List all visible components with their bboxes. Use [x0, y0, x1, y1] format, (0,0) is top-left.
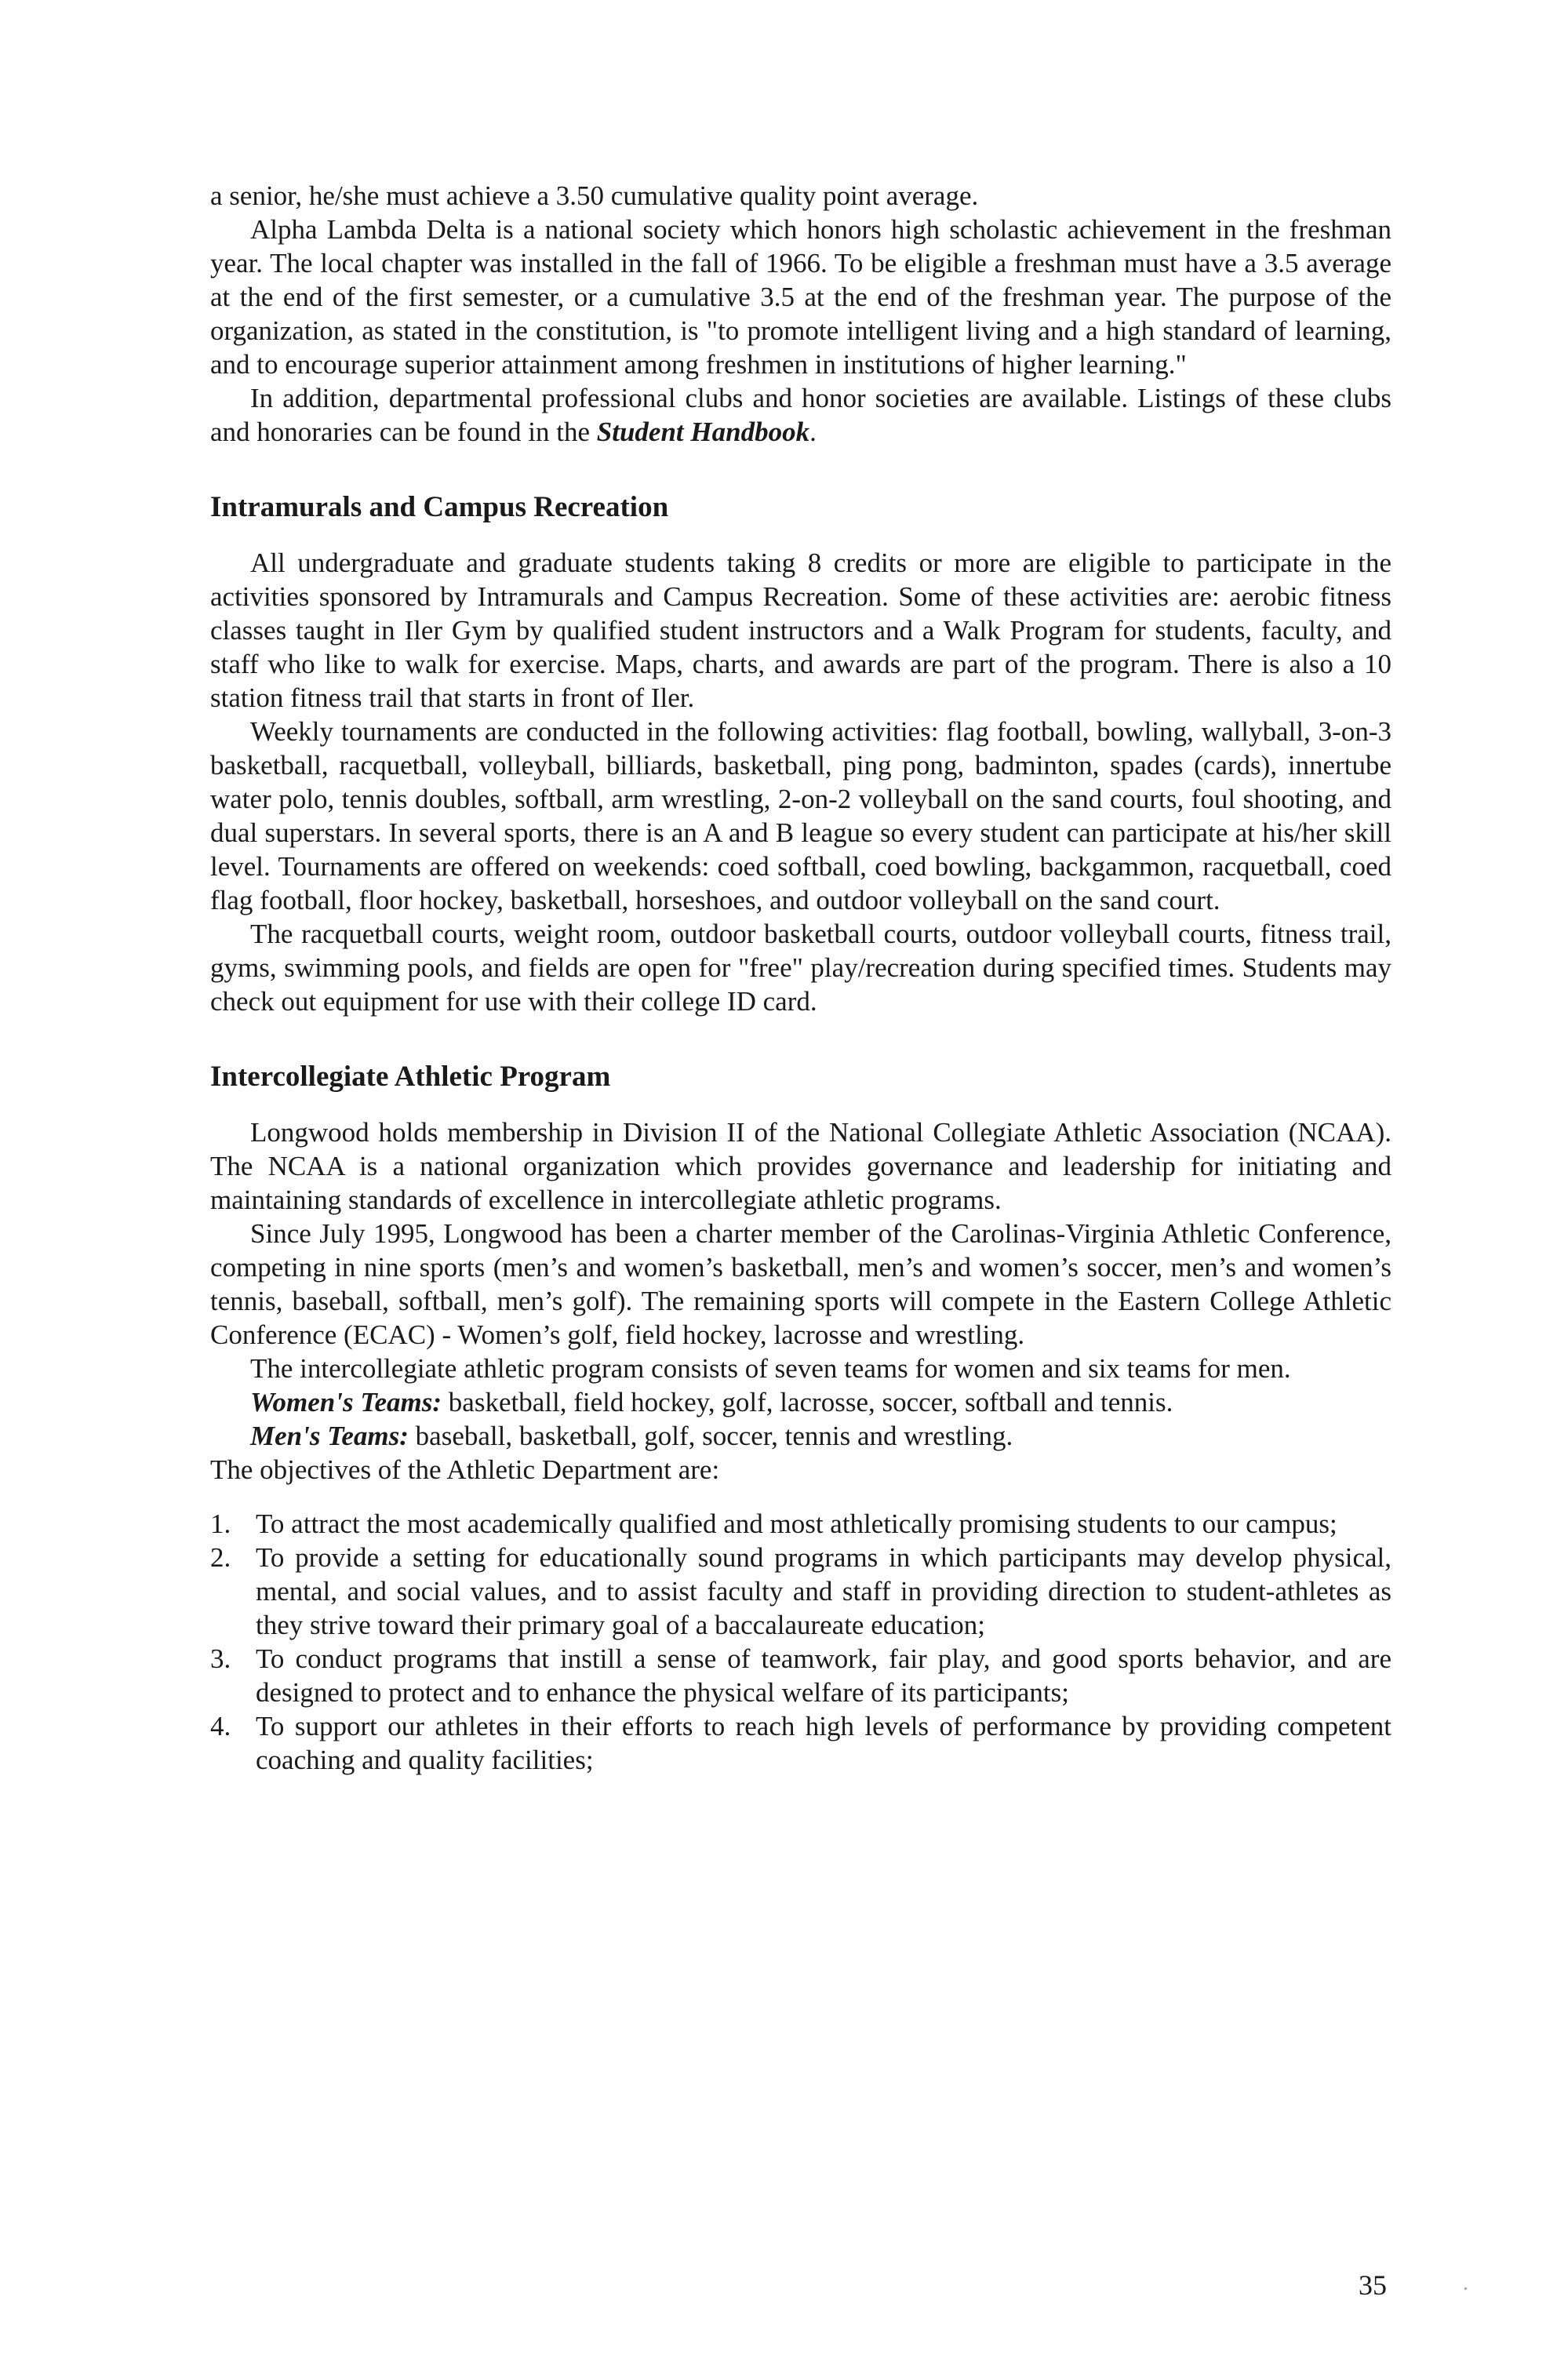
student-handbook-reference: Student Handbook — [596, 417, 810, 447]
document-page — [210, 179, 1391, 1777]
objectives-list — [210, 1507, 1391, 1777]
objectives-intro: The objectives of the Athletic Department are: — [210, 1454, 720, 1485]
objective-number: 1. — [210, 1508, 231, 1539]
scan-speck — [1464, 2287, 1467, 2290]
athletics-paragraph-2: Since July 1995, Longwood has been a charter member of the Carolinas-Virginia Athletic Conference, competing in nine sports (men’s and women’s basketball, men’s and women’s soccer, men’s and women’s tennis, baseball, softball, men’s golf). The remaining sports will compete in the Eastern College Athletic Conference (ECAC) - Women’s golf, field hockey, lacrosse and wrestling. — [210, 1218, 1391, 1350]
objective-text: To attract the most academically qualified and most athletically promising students to our campus; — [256, 1508, 1337, 1539]
athletics-paragraph-1: Longwood holds membership in Division II of the National Collegiate Athletic Association (NCAA). The NCAA is a national organization which provides governance and leadership for initiating and maintaining standards of excellence in intercollegiate athletic programs. — [210, 1117, 1391, 1215]
intro-paragraph-1: a senior, he/she must achieve a 3.50 cumulative quality point average. — [210, 180, 979, 211]
womens-teams-list: basketball, field hockey, golf, lacrosse, soccer, softball and tennis. — [442, 1387, 1173, 1417]
intramurals-paragraph-1: All undergraduate and graduate students taking 8 credits or more are eligible to participate in the activities sponsored by Intramurals and Campus Recreation. Some of these activities are: aerobic fitness classes taught in Iler Gym by qualified student instructors and a Walk Program for students, faculty, and staff who like to walk for exercise. Maps, charts, and awards are part of the program. There is also a 10 station fitness trail that starts in front of Iler. — [210, 548, 1391, 713]
mens-teams-list: baseball, basketball, golf, soccer, tennis and wrestling. — [408, 1421, 1013, 1451]
intramurals-paragraph-3: The racquetball courts, weight room, outdoor basketball courts, outdoor volleyball courts, fitness trail, gyms, swimming pools, and fields are open for "free" play/recreation during specified times. Students may check out equipment for use with their college ID card. — [210, 919, 1391, 1017]
objective-number: 4. — [210, 1711, 231, 1741]
alpha-lambda-delta-paragraph: Alpha Lambda Delta is a national society which honors high scholastic achievement in the freshman year. The local chapter was installed in the fall of 1966. To be eligible a freshman must have a 3.5 average at the end of the first semester, or a cumulative 3.5 at the end of the freshman year. The purpose of the organization, as stated in the constitution, is "to promote intelligent living and a high standard of learning, and to encourage superior attainment among freshmen in institutions of higher learning." — [210, 214, 1391, 380]
mens-teams-line — [210, 1419, 1391, 1453]
womens-teams-label: Women's Teams: — [250, 1387, 442, 1417]
objective-text: To conduct programs that instill a sense of teamwork, fair play, and good sports behavior, and are designed to protect and to enhance the physical welfare of its participants; — [256, 1643, 1391, 1708]
athletics-paragraph-3: The intercollegiate athletic program consists of seven teams for women and six teams for men. — [250, 1353, 1291, 1384]
intramurals-paragraph-2: Weekly tournaments are conducted in the following activities: flag football, bowling, wallyball, 3-on-3 basketball, racquetball, volleyball, billiards, basketball, ping pong, badminton, spades (cards), innertube water polo, tennis doubles, softball, arm wrestling, 2-on-2 volleyball on the sand courts, foul shooting, and dual superstars. In several sports, there is an A and B league so every student can participate at his/her skill level. Tournaments are offered on weekends: coed softball, coed bowling, backgammon, racquetball, coed flag football, floor hockey, basketball, horseshoes, and outdoor volleyball on the sand court. — [210, 716, 1391, 915]
clubs-paragraph — [210, 381, 1391, 449]
intramurals-heading: Intramurals and Campus Recreation — [210, 491, 669, 523]
womens-teams-line — [210, 1385, 1391, 1419]
objective-item — [210, 1541, 1391, 1642]
page-number: 35 — [1359, 2269, 1387, 2301]
objective-text: To provide a setting for educationally sound programs in which participants may develop physical, mental, and social values, and to assist faculty and staff in providing direction to student-athletes as they strive toward their primary goal of a baccalaureate education; — [256, 1542, 1391, 1640]
objective-number: 2. — [210, 1542, 231, 1573]
objective-number: 3. — [210, 1643, 231, 1674]
clubs-text: In addition, departmental professional clubs and honor societies are available. Listings of these clubs and honoraries can be found in the — [210, 383, 1391, 447]
objective-item — [210, 1709, 1391, 1777]
athletics-heading: Intercollegiate Athletic Program — [210, 1061, 611, 1093]
mens-teams-label: Men's Teams: — [250, 1421, 409, 1451]
objective-text: To support our athletes in their efforts to reach high levels of performance by providing competent coaching and quality facilities; — [256, 1711, 1391, 1775]
objective-item — [210, 1507, 1391, 1541]
clubs-text-end: . — [809, 417, 817, 447]
objective-item — [210, 1642, 1391, 1709]
